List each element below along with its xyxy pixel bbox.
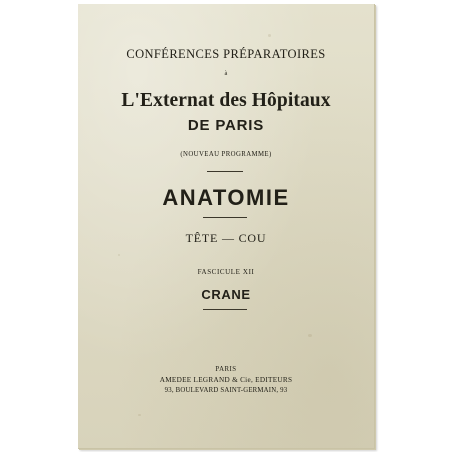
publisher-city: PARIS xyxy=(215,366,237,373)
topic-title: CRANE xyxy=(201,287,251,302)
divider-rule xyxy=(207,171,243,172)
fascicle-label: FASCICULE XII xyxy=(197,268,255,276)
section-title: TÊTE — COU xyxy=(185,231,267,245)
series-title: CONFÉRENCES PRÉPARATOIRES xyxy=(126,47,326,61)
city-line: DE PARIS xyxy=(187,117,265,134)
divider-rule xyxy=(203,217,247,218)
paper-stain xyxy=(118,254,120,256)
institution-title: L'Externat des Hôpitaux xyxy=(121,90,331,111)
paper-stain xyxy=(268,34,271,37)
book-cover xyxy=(78,4,375,449)
publisher-name: AMEDEE LEGRAND & Cie, EDITEURS xyxy=(159,376,293,384)
program-note: (NOUVEAU PROGRAMME) xyxy=(180,151,272,158)
publisher-address: 93, BOULEVARD SAINT-GERMAIN, 93 xyxy=(164,387,288,394)
connector-word: à xyxy=(224,70,228,77)
paper-stain xyxy=(138,414,141,416)
divider-rule xyxy=(203,309,247,310)
subject-title: ANATOMIE xyxy=(162,185,290,210)
paper-stain xyxy=(308,334,312,337)
